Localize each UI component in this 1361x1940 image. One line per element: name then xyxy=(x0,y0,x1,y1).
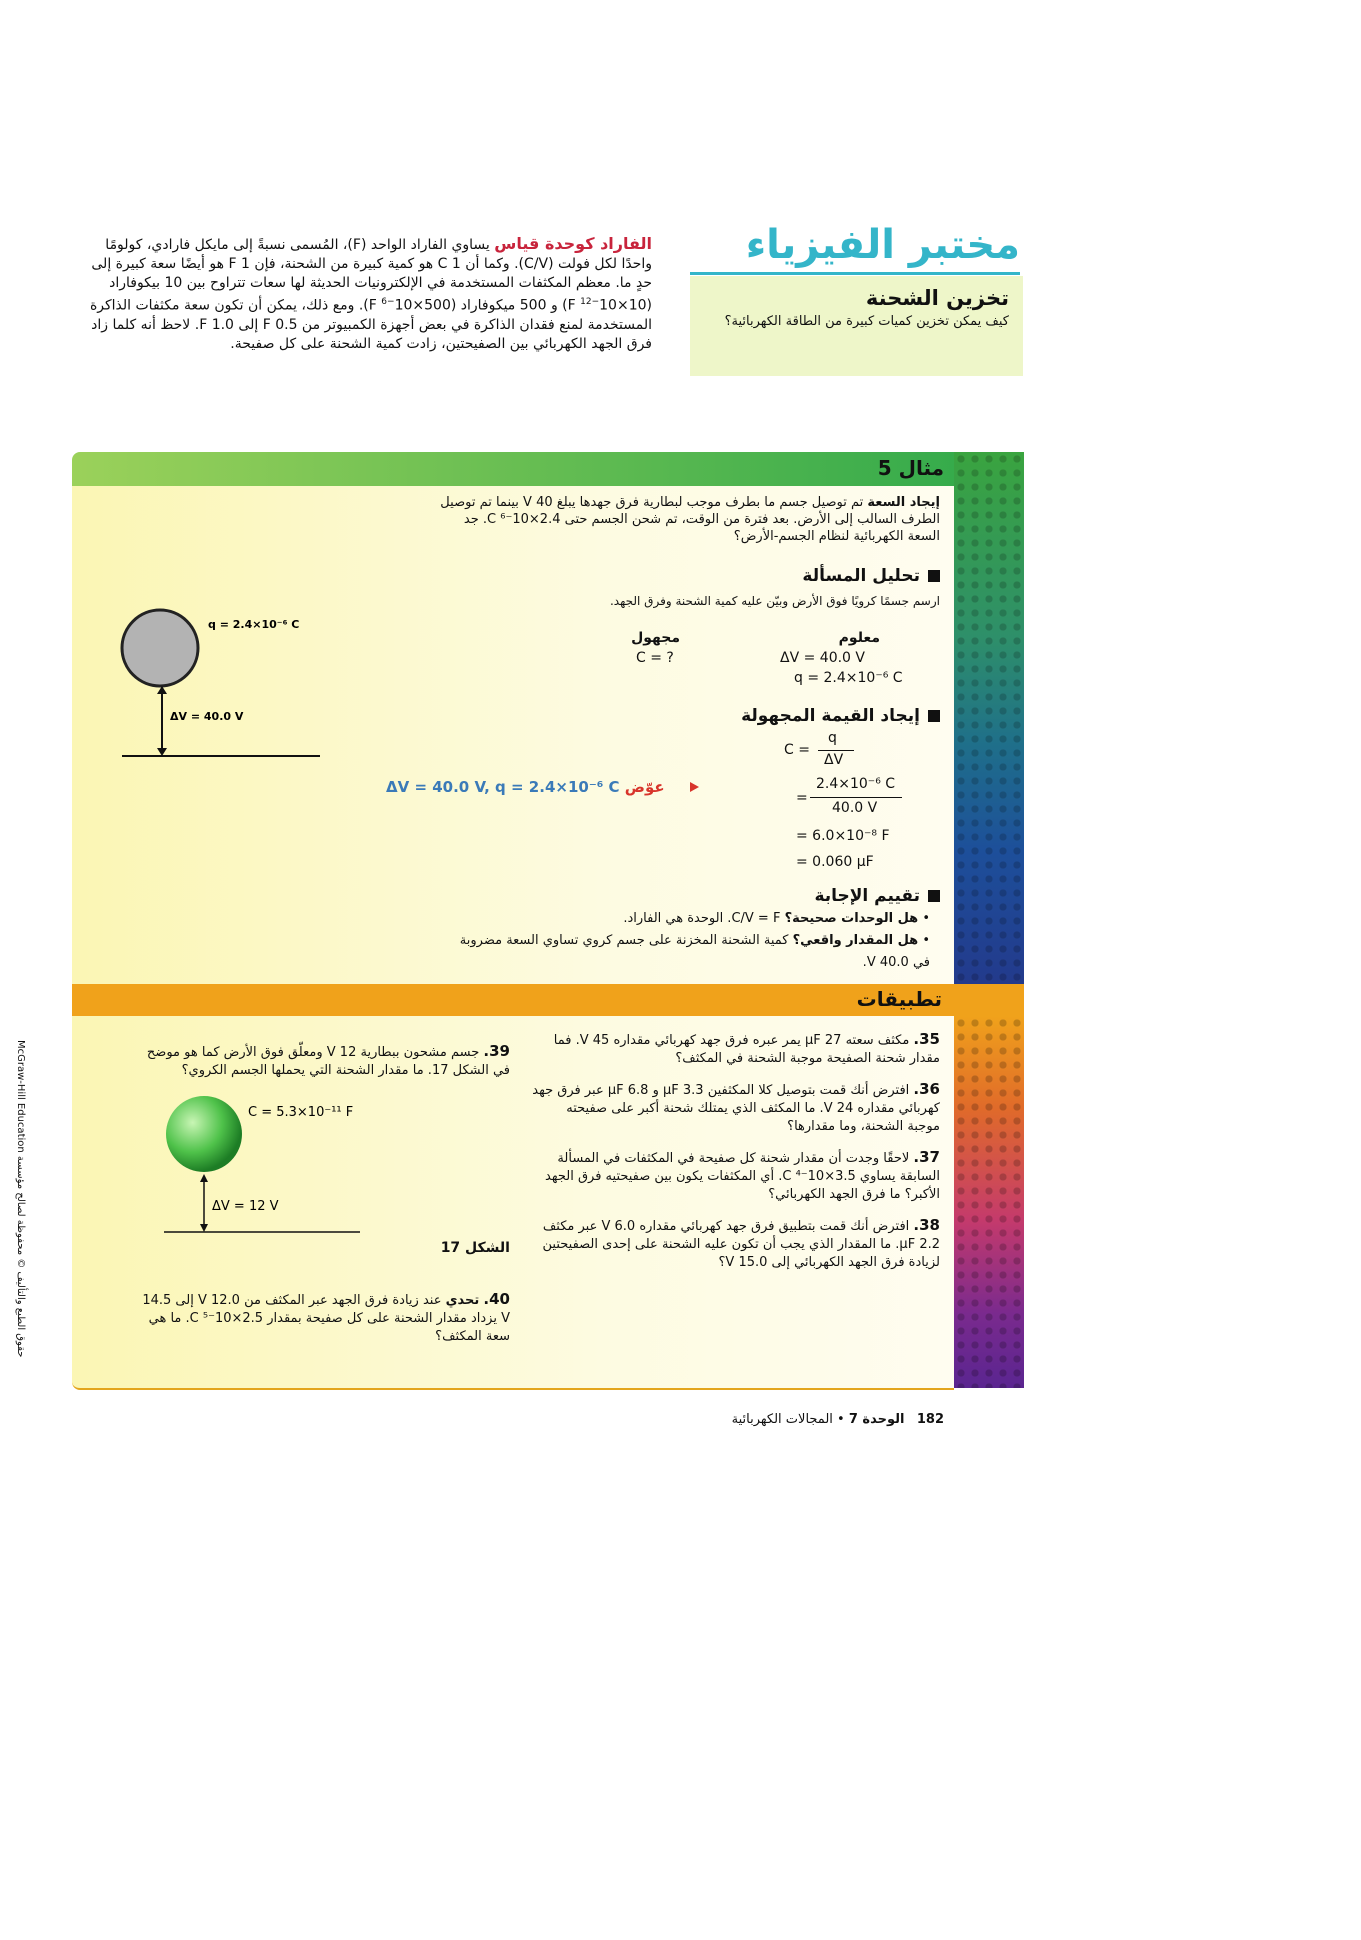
question-39 xyxy=(130,1042,510,1080)
question-39-text: جسم مشحون ببطارية 12 V ومعلّق فوق الأرض كما هو موضح في الشكل 17. ما مقدار الشحنة التي يحملها الجسم الكروي؟ xyxy=(146,1045,510,1078)
question-40-bold: تحدي xyxy=(445,1293,480,1308)
evaluate-bullets xyxy=(440,908,930,974)
figure-dv-label: ΔV = 40.0 V xyxy=(170,710,244,723)
fig17-dv-label: ΔV = 12 V xyxy=(212,1199,279,1214)
green-sphere xyxy=(166,1096,242,1172)
question-36-text: افترض أنك قمت بتوصيل كلا المكثفين 3.3 μF و 6.8 μF عبر فرق جهد كهربائي مقداره 24 V. ما المكثف الذي يمتلك شحنة أكبر على صفيحته موجبة الشحنة، وما مقدارها؟ xyxy=(532,1083,940,1134)
substitute-values: ΔV = 40.0 V, q = 2.4×10⁻⁶ C xyxy=(386,778,620,796)
eq-result-2: = 0.060 μF xyxy=(796,854,874,870)
eq-numerator: 2.4×10⁻⁶ C xyxy=(816,776,896,792)
known-q: q = 2.4×10⁻⁶ C xyxy=(794,670,903,686)
eq-denominator: 40.0 V xyxy=(832,800,878,816)
eq-dv: ΔV xyxy=(824,752,844,768)
lab-box xyxy=(690,276,1023,376)
applications-header-label: تطبيقات xyxy=(856,987,942,1011)
known-title: معلوم xyxy=(838,630,880,646)
page-number: 182 xyxy=(916,1412,944,1427)
substitute-label: عوّض xyxy=(624,778,665,796)
intro-highlight: الفاراد كوحدة قياس xyxy=(494,234,652,253)
footer-unit: الوحدة 7 xyxy=(848,1412,905,1427)
fig17-c-label: C = 5.3×10⁻¹¹ F xyxy=(248,1105,354,1120)
footer-chapter: المجالات الكهربائية xyxy=(731,1412,833,1427)
eq-fraction-bar-2 xyxy=(810,797,902,798)
applications-header xyxy=(72,984,1024,1016)
intro-sup-1: −12 xyxy=(580,297,600,307)
page-footer: 182 الوحدة 7 • المجالات الكهربائية xyxy=(731,1412,944,1427)
question-40-text: عند زيادة فرق الجهد عبر المكثف من 12.0 V إلى 14.5 V يزداد مقدار الشحنة على كل صفيحة بمقدار 2.5×10⁻⁵ C. ما هي سعة المكثف؟ xyxy=(142,1293,510,1344)
unknown-c: C = ? xyxy=(636,650,674,666)
section-square-icon xyxy=(928,710,940,722)
question-39-num: 39. xyxy=(483,1042,510,1060)
lab-box-title: تخزين الشحنة xyxy=(865,286,1009,310)
example-side-strip xyxy=(954,452,1024,984)
example-header-label: مثال 5 xyxy=(877,456,944,480)
question-37 xyxy=(530,1148,940,1204)
evaluate-bullet-2: • هل المقدار واقعي؟ كمية الشحنة المخزنة على جسم كروي تساوي السعة مضروبة في 40.0 V. xyxy=(459,933,930,970)
charged-sphere xyxy=(122,610,198,686)
fig17-arrow-down-icon xyxy=(200,1224,208,1232)
question-40 xyxy=(130,1290,510,1346)
bullet-1-text: C/V = F. الوحدة هي الفاراد. xyxy=(623,911,785,926)
applications-right-column xyxy=(530,1030,940,1284)
copyright-container xyxy=(8,1040,44,1380)
substitute-line xyxy=(386,778,665,796)
bullet-2-text: كمية الشحنة المخزنة على جسم كروي تساوي السعة مضروبة في 40.0 V. xyxy=(459,933,930,970)
question-37-num: 37. xyxy=(913,1148,940,1166)
bullet-2-bold: هل المقدار واقعي؟ xyxy=(792,933,919,948)
applications-side-strip xyxy=(954,1016,1024,1388)
section-evaluate xyxy=(600,886,940,906)
example-header xyxy=(72,452,1024,486)
intro-sup-2: −6 xyxy=(381,297,395,307)
question-36 xyxy=(530,1080,940,1136)
question-38-text: افترض أنك قمت بتطبيق فرق جهد كهربائي مقداره 6.0 V عبر مكثف 2.2 μF. ما المقدار الذي يجب أن تكون عليه الشحنة على إحدى الصفيحتين لزيادة فرق الجهد الكهربائي إلى 15.0 V؟ xyxy=(542,1219,940,1270)
substitute-arrow-icon xyxy=(690,782,699,792)
intro-paragraph xyxy=(82,234,652,354)
question-36-num: 36. xyxy=(913,1080,940,1098)
question-38 xyxy=(530,1216,940,1272)
bullet-1-bold: هل الوحدات صحيحة؟ xyxy=(784,911,919,926)
eq-q: q xyxy=(828,730,837,746)
intro-text-3: F). ومع ذلك، يمكن أن تكون سعة مكثفات الذاكرة المستخدمة لمنع فقدان الذاكرة في بعض أجهزة الكمبيوتر من 0.5 F إلى 1.0 F. لاحظ أنه كلما زاد فرق الجهد الكهربائي بين الصفيحتين، زادت كمية الشحنة على كل صفيحة. xyxy=(89,297,652,352)
eq-result-1: = 6.0×10⁻⁸ F xyxy=(796,828,890,844)
section-square-icon xyxy=(928,570,940,582)
question-35-text: مكثف سعته 27 μF يمر عبره فرق جهد كهربائي مقداره 45 V. فما مقدار شحنة الصفيحة موجبة الشحنة في المكثف؟ xyxy=(553,1033,940,1066)
lab-title-underline xyxy=(690,272,1020,275)
figure-q-label: q = 2.4×10⁻⁶ C xyxy=(208,618,300,631)
copyright-note: حقوق الطبع والتأليف © محفوظة لصالح مؤسسة McGraw-Hill Education xyxy=(15,1040,26,1358)
intro-text-1: يساوي الفاراد الواحد (F)، المُسمى نسبةً إلى مايكل فارادي، كولومًا واحدًا لكل فولت (C/V). وكما أن 1 C هو كمية كبيرة من الشحنة، فإن 1 F هو أيضًا سعة كبيرة إلى حدٍ ما. معظم المكثفات المستخدمة في الإلكترونيات الحديثة لها سعات تتراوح بين 10 بيكوفاراد (10×10 xyxy=(91,237,652,314)
lab-box-text: كيف يمكن تخزين كميات كبيرة من الطاقة الكهربائية؟ xyxy=(724,314,1009,329)
question-38-num: 38. xyxy=(913,1216,940,1234)
intro-text-2: F) و 500 ميكوفاراد (500×10 xyxy=(394,297,581,314)
section-evaluate-title: تقييم الإجابة xyxy=(814,886,920,906)
question-35 xyxy=(530,1030,940,1068)
example-figure xyxy=(110,606,340,766)
section-analyze-title: تحليل المسألة xyxy=(802,566,920,586)
fig17-arrow-up-icon xyxy=(200,1174,208,1182)
figure-17 xyxy=(150,1092,480,1242)
section-square-icon xyxy=(928,890,940,902)
question-35-num: 35. xyxy=(913,1030,940,1048)
dv-arrow-down-icon xyxy=(157,748,167,756)
section-analyze xyxy=(600,566,940,586)
question-40-num: 40. xyxy=(483,1290,510,1308)
section-solve-title: إيجاد القيمة المجهولة xyxy=(741,706,920,726)
eq-fraction-bar-1 xyxy=(818,750,854,751)
example-problem-title: إيجاد السعة xyxy=(867,495,940,510)
unknown-title: مجهول xyxy=(631,630,680,646)
figure-17-caption: الشكل 17 xyxy=(440,1240,510,1256)
question-37-text: لاحقًا وجدت أن مقدار شحنة كل صفيحة في المكثفات في المسألة السابقة يساوي 3.5×10⁻⁴ C. أي المكثفات يكون بين صفيحتيه فرق الجهد الأكبر؟ ما فرق الجهد الكهربائي؟ xyxy=(545,1151,940,1202)
known-dv: ΔV = 40.0 V xyxy=(780,650,865,666)
section-solve xyxy=(600,706,940,726)
example-problem-text: تم توصيل جسم ما بطرف موجب لبطارية فرق جهدها يبلغ 40 V بينما تم توصيل الطرف السالب إلى الأرض. بعد فترة من الوقت، تم شحن الجسم حتى 2.4×10⁻⁶ C. جد السعة الكهربائية لنظام الجسم-الأرض؟ xyxy=(440,495,940,544)
eq-c: C = xyxy=(784,742,810,758)
example-problem xyxy=(430,494,940,545)
analyze-text: ارسم جسمًا كرويًا فوق الأرض وبيّن عليه كمية الشحنة وفرق الجهد. xyxy=(609,594,940,608)
eq-equals: = xyxy=(796,790,808,806)
evaluate-bullet-1: • هل الوحدات صحيحة؟ C/V = F. الوحدة هي الفاراد. xyxy=(623,911,930,926)
lab-title: مختبر الفيزياء xyxy=(745,222,1020,268)
